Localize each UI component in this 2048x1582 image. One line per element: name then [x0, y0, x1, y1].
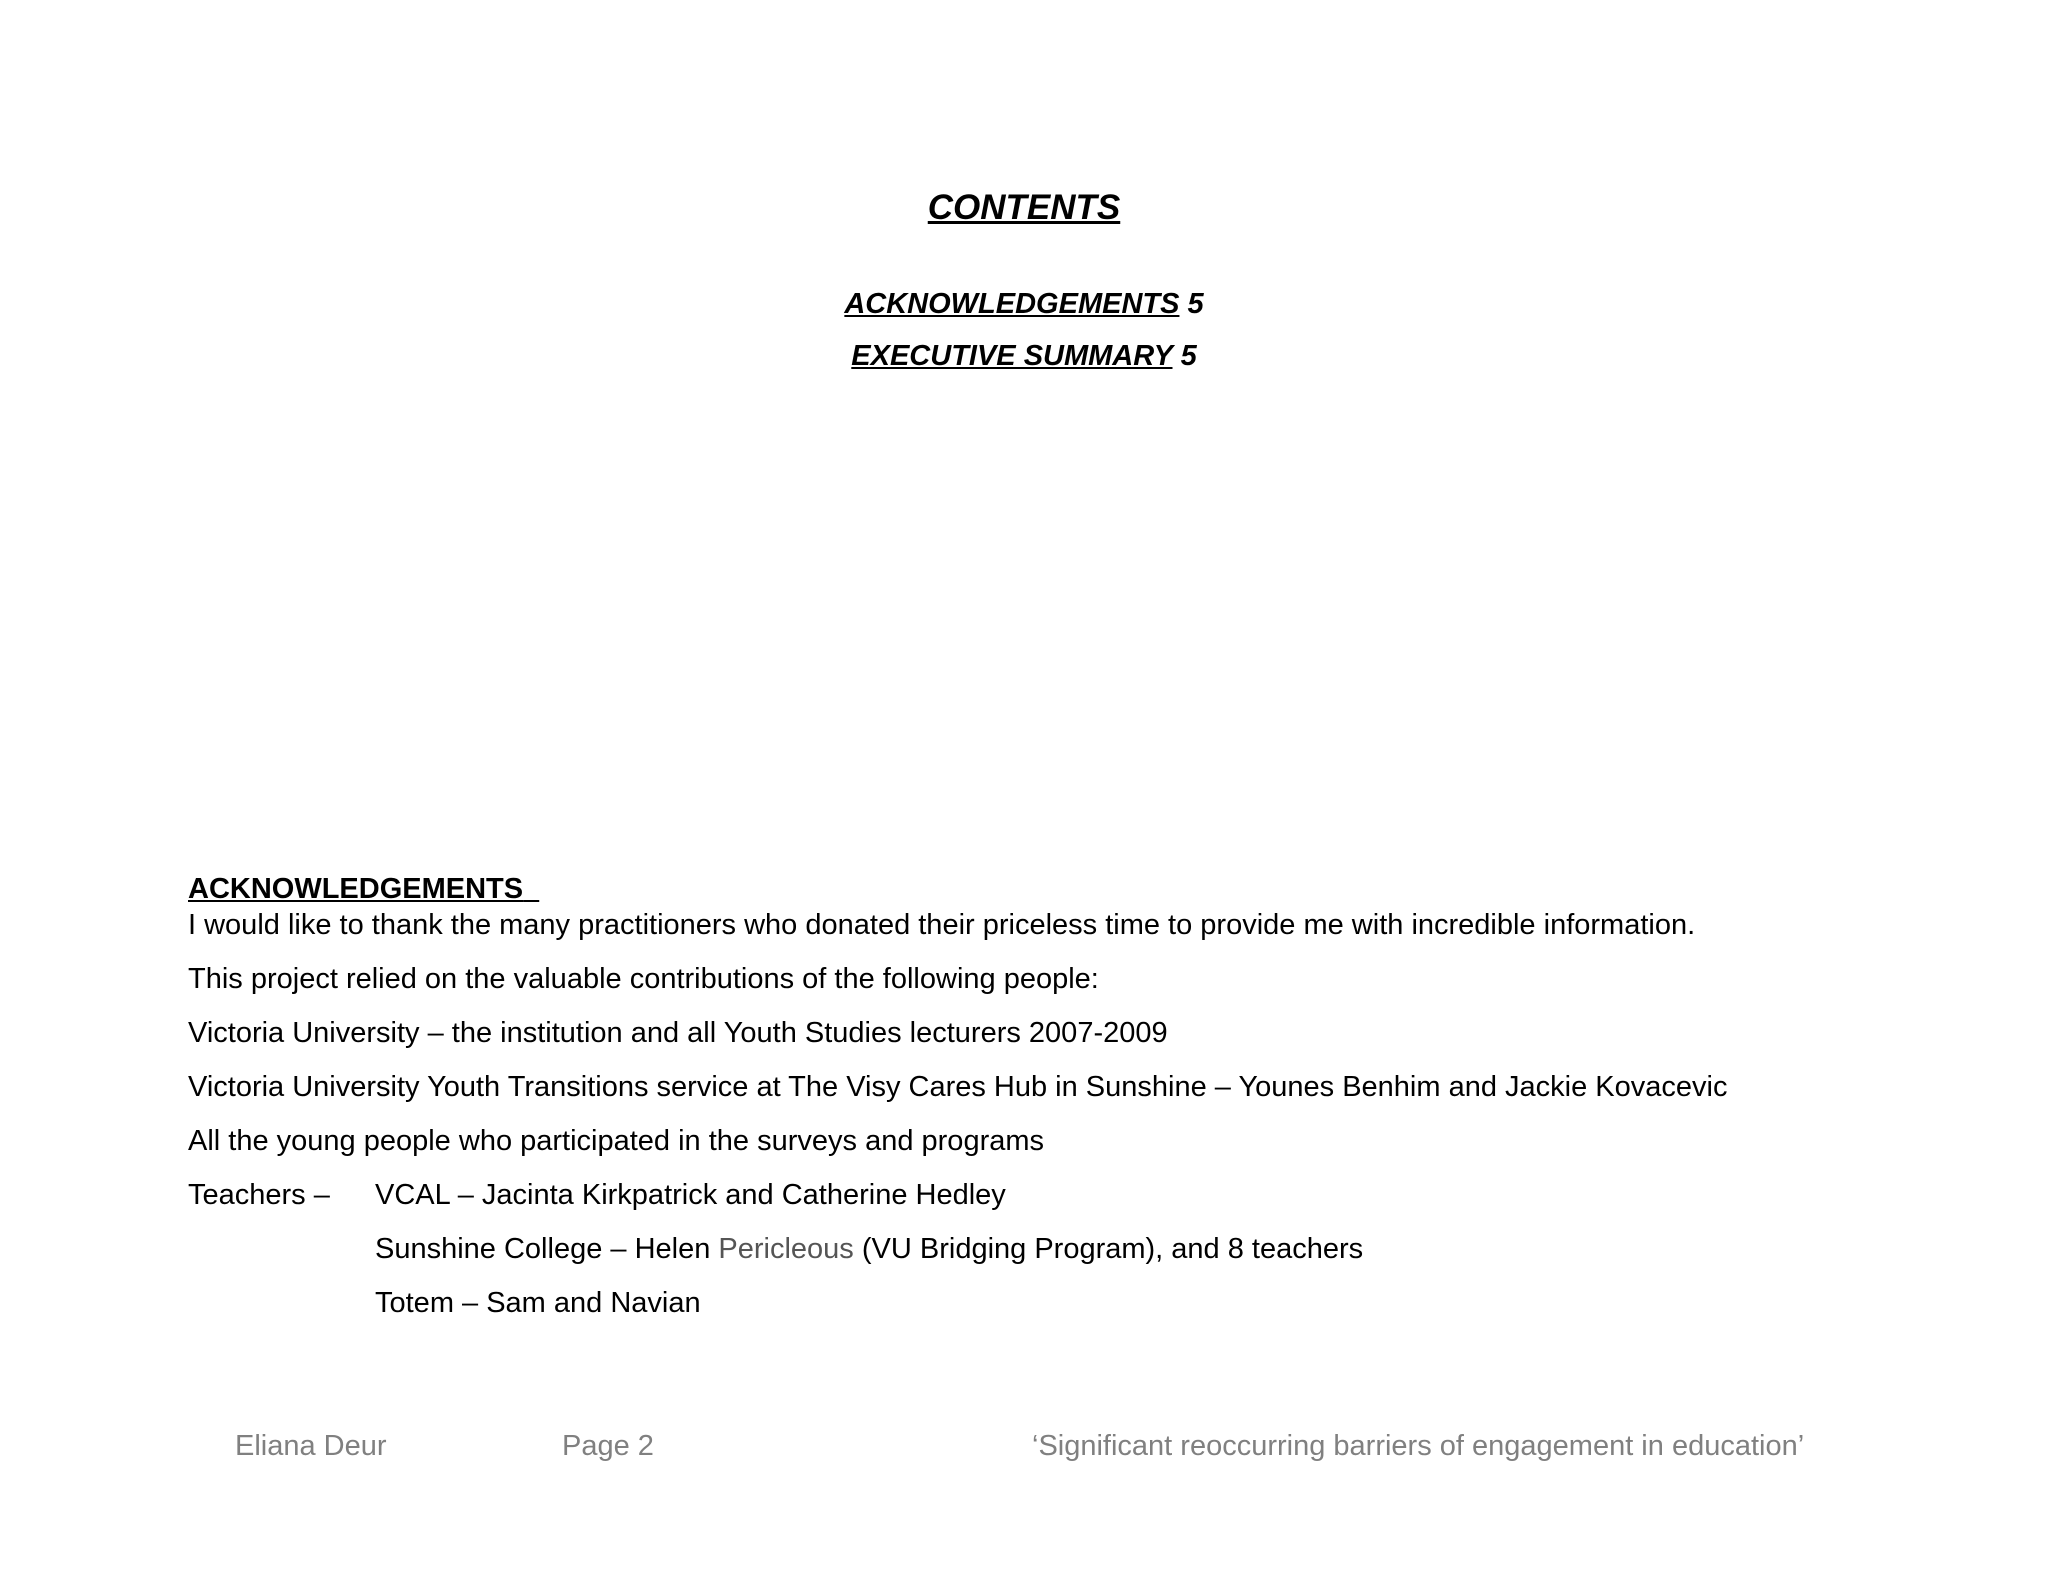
teachers-entry-text: (VU Bridging Program), and 8 teachers: [853, 1233, 1364, 1265]
paragraph: Victoria University Youth Transitions service at The Visy Cares Hub in Sunshine – Younes Benhim and Jackie Kovacevic: [188, 1071, 1728, 1103]
paragraph: All the young people who participated in the surveys and programs: [188, 1125, 1045, 1157]
paragraph: Victoria University – the institution and all Youth Studies lecturers 2007-2009: [188, 1017, 1168, 1049]
acknowledgements-heading: [188, 872, 539, 906]
toc-entry-executive-summary[interactable]: [0, 339, 2048, 373]
teachers-entry-highlight: Pericleous: [718, 1233, 854, 1265]
teachers-entry: Totem – Sam and Navian: [375, 1287, 701, 1319]
teachers-entry-text: Sunshine College – Helen: [375, 1233, 719, 1265]
footer-document-title: ‘Significant reoccurring barriers of engagement in education’: [1032, 1430, 1805, 1462]
toc-entry-label[interactable]: ACKNOWLEDGEMENTS: [844, 288, 1180, 320]
contents-title: CONTENTS: [927, 188, 1121, 227]
paragraph: This project relied on the valuable contributions of the following people:: [188, 963, 1099, 995]
toc-entry-page-number: 5: [1187, 288, 1204, 320]
teachers-entry: [375, 1232, 1363, 1266]
teachers-label: Teachers –: [188, 1179, 330, 1211]
toc-entry-acknowledgements[interactable]: [0, 287, 2048, 321]
paragraph: I would like to thank the many practitioners who donated their priceless time to provide me with incredible information.: [188, 909, 1696, 941]
footer-page-number: Page 2: [562, 1430, 654, 1462]
footer-author: Eliana Deur: [235, 1430, 387, 1462]
acknowledgements-heading-text: ACKNOWLEDGEMENTS: [188, 873, 524, 905]
teachers-entry: VCAL – Jacinta Kirkpatrick and Catherine Hedley: [375, 1179, 1006, 1211]
toc-entry-label[interactable]: EXECUTIVE SUMMARY: [851, 340, 1173, 372]
toc-entry-page-number: 5: [1180, 340, 1197, 372]
